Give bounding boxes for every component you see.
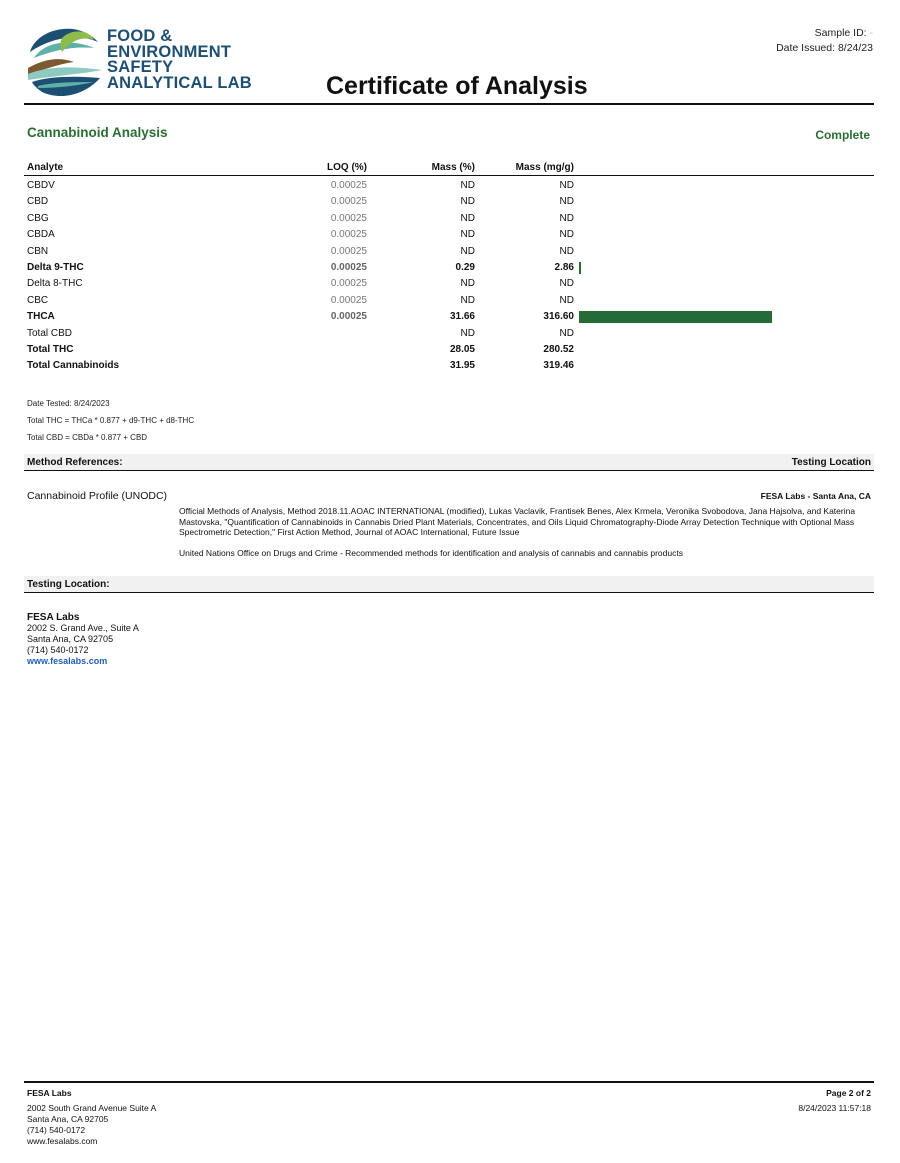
- table-row: [24, 275, 874, 291]
- cell-analyte: CBDV: [27, 180, 55, 191]
- cell-analyte: CBD: [27, 196, 49, 208]
- cell-loq: 0.00025: [330, 229, 367, 241]
- method-references-label: Method References:: [27, 457, 123, 468]
- page-title: Certificate of Analysis: [326, 72, 588, 100]
- table-header: [24, 162, 874, 176]
- table-row: [24, 308, 874, 324]
- logo-line: ANALYTICAL LAB: [107, 73, 252, 92]
- date-issued-label: Date Issued:: [776, 42, 836, 54]
- lab-address-block: [27, 612, 139, 667]
- cell-mass-pct: ND: [460, 229, 475, 241]
- date-issued-row: [776, 41, 873, 56]
- cell-analyte: Total THC: [27, 343, 74, 355]
- lab-phone: (714) 540-0172: [27, 645, 89, 655]
- cell-analyte: CBC: [27, 294, 49, 306]
- cell-mass-mg: ND: [559, 196, 574, 208]
- table-row: [24, 226, 874, 242]
- footer-phone: (714) 540-0172: [27, 1125, 86, 1135]
- cell-mass-pct: 0.29: [455, 261, 475, 273]
- date-issued-value: 8/24/23: [837, 42, 873, 54]
- fesa-logo-icon: [24, 22, 104, 100]
- table-row: [24, 325, 874, 341]
- column-header-loq: LOQ (%): [327, 162, 367, 173]
- cell-analyte: CBN: [27, 245, 49, 257]
- footer-lab-name: FESA Labs: [27, 1088, 72, 1098]
- note-date-tested: Date Tested: 8/24/2023: [27, 399, 110, 408]
- cell-analyte: CBDA: [27, 229, 55, 241]
- cell-loq: 0.00025: [330, 294, 367, 306]
- table-row: [24, 243, 874, 259]
- cell-mass-pct: 31.95: [449, 360, 475, 372]
- cell-analyte: Delta 8-THC: [27, 278, 83, 290]
- cell-mass-mg: ND: [559, 245, 574, 257]
- cell-loq: 0.00025: [330, 261, 367, 273]
- cell-mass-pct: ND: [460, 196, 475, 208]
- cell-mass-pct: ND: [460, 180, 475, 191]
- method-reference-aoac: Official Methods of Analysis, Method 2018.11.AOAC INTERNATIONAL (modified), Lukas Vaclavik, Frantisek Benes, Alex Krmela, Veronika Svobodova, Jana Hajsolva, and Katerina Mastovska, "Quantification of Cannabinoids in Cannabis Dried Plant Materials, Concentrates, and Oils Liquid Chromatography-Diode Array Detection Technique with Optional Mass Spectrometric Detection," First Action Method, Journal of AOAC International, Future Issue: [179, 506, 856, 538]
- footer-address-line1: 2002 South Grand Avenue Suite A: [27, 1103, 157, 1113]
- mass-bar: [579, 311, 772, 323]
- cell-mass-mg: ND: [559, 294, 574, 306]
- cell-analyte: Total Cannabinoids: [27, 360, 120, 372]
- cell-loq: 0.00025: [330, 180, 367, 191]
- cell-loq: 0.00025: [330, 311, 367, 323]
- cell-mass-mg: ND: [559, 278, 574, 290]
- table-row: [24, 210, 874, 226]
- cell-mass-mg: ND: [559, 212, 574, 224]
- sample-meta: [776, 26, 873, 56]
- lab-address-line1: 2002 S. Grand Ave., Suite A: [27, 623, 139, 633]
- status-badge: Complete: [815, 128, 870, 142]
- logo-wordmark: [107, 29, 252, 91]
- cell-mass-mg: ND: [559, 180, 574, 191]
- logo-line: ENVIRONMENT: [107, 42, 232, 61]
- cell-mass-pct: 28.05: [449, 343, 475, 355]
- cell-mass-mg: 280.52: [543, 343, 574, 355]
- sample-id-label: Sample ID:: [814, 27, 867, 39]
- cell-mass-mg: ND: [559, 229, 574, 241]
- cell-mass-mg: 2.86: [554, 261, 574, 273]
- table-row: [24, 259, 874, 275]
- method-location: FESA Labs - Santa Ana, CA: [760, 491, 871, 501]
- footer-address: [27, 1088, 156, 1147]
- testing-location-header: Testing Location: [791, 457, 871, 468]
- footer-page-info: [798, 1088, 871, 1114]
- cell-mass-mg: 319.46: [543, 360, 574, 372]
- cell-mass-pct: ND: [460, 294, 475, 306]
- print-timestamp: 8/24/2023 11:57:18: [798, 1103, 871, 1113]
- column-header-analyte: Analyte: [27, 162, 64, 173]
- method-name: Cannabinoid Profile (UNODC): [27, 490, 168, 502]
- footer-address-line2: Santa Ana, CA 92705: [27, 1114, 109, 1124]
- column-header-mass-pct: Mass (%): [431, 162, 475, 173]
- cell-loq: 0.00025: [330, 196, 367, 208]
- analyte-table-body: [24, 177, 874, 374]
- page-number: Page 2 of 2: [826, 1088, 871, 1098]
- cell-loq: 0.00025: [330, 245, 367, 257]
- logo-line: FOOD &: [107, 27, 173, 45]
- note-total-cbd: Total CBD = CBDa * 0.877 + CBD: [27, 433, 148, 442]
- sample-id-value: -: [869, 27, 873, 39]
- footer-website: www.fesalabs.com: [27, 1136, 98, 1146]
- cell-mass-pct: 31.66: [449, 311, 475, 323]
- lab-website-link[interactable]: www.fesalabs.com: [27, 656, 108, 666]
- cell-analyte: CBG: [27, 212, 49, 224]
- table-row: [24, 292, 874, 308]
- logo-line: SAFETY: [107, 58, 174, 76]
- cell-mass-pct: ND: [460, 278, 475, 290]
- cell-mass-mg: ND: [559, 327, 574, 339]
- header-divider: [24, 103, 874, 105]
- footer-divider: [24, 1081, 874, 1083]
- sample-id-row: [776, 26, 873, 41]
- table-row: [24, 341, 874, 357]
- cell-mass-pct: ND: [460, 212, 475, 224]
- column-header-mass-mg: Mass (mg/g): [515, 162, 574, 173]
- cell-mass-pct: ND: [460, 245, 475, 257]
- table-row: [24, 193, 874, 209]
- table-row: [24, 357, 874, 373]
- mass-bar: [579, 262, 581, 274]
- table-row: [24, 177, 874, 193]
- cell-mass-mg: 316.60: [543, 311, 574, 323]
- testing-location-label: Testing Location:: [27, 579, 110, 590]
- note-total-thc: Total THC = THCa * 0.877 + d9-THC + d8-THC: [27, 416, 195, 425]
- calculation-notes: [27, 395, 194, 446]
- cell-mass-pct: ND: [460, 327, 475, 339]
- method-reference-unodc: United Nations Office on Drugs and Crime - Recommended methods for identification and analysis of cannabis and cannabis products: [179, 548, 683, 558]
- lab-address-line2: Santa Ana, CA 92705: [27, 634, 114, 644]
- testing-location-band: [24, 576, 874, 593]
- lab-name: FESA Labs: [27, 612, 80, 623]
- cell-loq: 0.00025: [330, 212, 367, 224]
- cell-loq: 0.00025: [330, 278, 367, 290]
- cell-analyte: THCA: [27, 311, 55, 323]
- method-references-band: [24, 454, 874, 471]
- cell-analyte: Total CBD: [27, 327, 73, 339]
- cell-analyte: Delta 9-THC: [27, 261, 84, 273]
- section-title: Cannabinoid Analysis: [27, 125, 168, 140]
